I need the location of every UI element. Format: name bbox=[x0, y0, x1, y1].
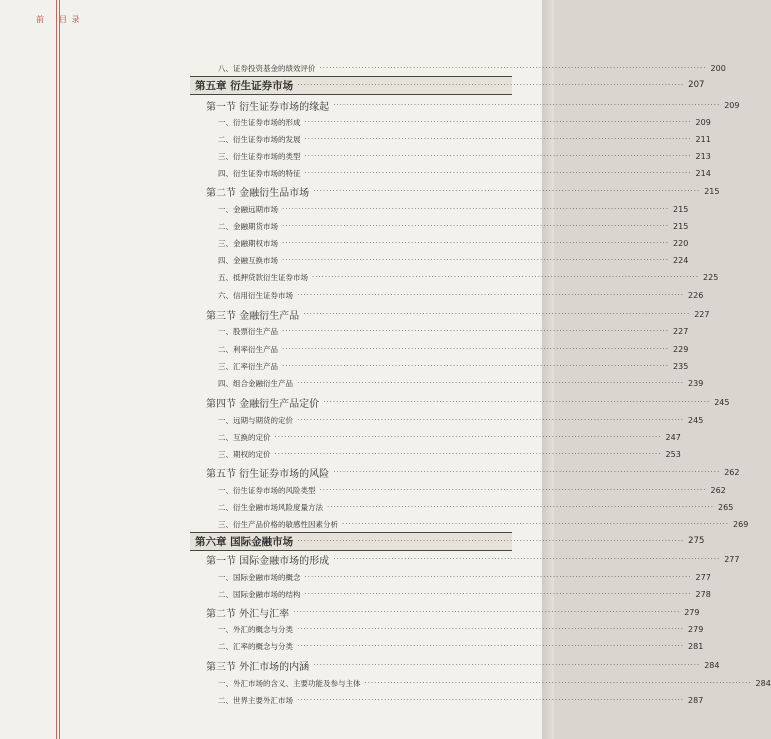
running-header bbox=[36, 14, 81, 28]
toc-entry-page-number: 265 bbox=[718, 502, 734, 512]
toc-entry-title: 二、衍生证券市场的发展 bbox=[218, 134, 301, 144]
toc-leader-dots: ························································································································ bbox=[313, 187, 701, 195]
toc-entry-page-number: 211 bbox=[695, 134, 711, 144]
toc-entry-page-number: 281 bbox=[688, 641, 704, 651]
toc-leader-dots: ························································································································ bbox=[304, 573, 692, 581]
toc-item-entry[interactable] bbox=[0, 114, 711, 130]
toc-entry-page-number: 277 bbox=[724, 554, 740, 564]
toc-entry-page-number: 269 bbox=[733, 519, 749, 529]
toc-entry-page-number: 279 bbox=[684, 607, 700, 617]
toc-entry-page-number: 215 bbox=[673, 221, 689, 231]
toc-entry-title: 一、国际金融市场的概念 bbox=[218, 572, 301, 582]
toc-item-entry[interactable] bbox=[0, 287, 704, 303]
toc-item-entry[interactable] bbox=[0, 235, 689, 251]
toc-entry-page-number: 262 bbox=[710, 485, 726, 495]
toc-item-entry[interactable] bbox=[0, 131, 711, 147]
toc-leader-dots: ························································································································ bbox=[333, 101, 721, 109]
toc-entry-title: 第二节 金融衍生品市场 bbox=[206, 187, 310, 199]
toc-entry-page-number: 247 bbox=[665, 432, 681, 442]
toc-entry-page-number: 209 bbox=[695, 117, 711, 127]
toc-leader-dots: ························································································································ bbox=[342, 520, 730, 528]
toc-entry-title: 三、衍生产品价格的敏感性因素分析 bbox=[218, 519, 338, 529]
toc-entry-title: 二、国际金融市场的结构 bbox=[218, 589, 301, 599]
toc-entry-page-number: 225 bbox=[703, 272, 719, 282]
toc-entry-title: 二、衍生金融市场风险度量方法 bbox=[218, 502, 323, 512]
toc-entry-title: 二、利率衍生产品 bbox=[218, 344, 278, 354]
toc-item-entry[interactable] bbox=[0, 252, 689, 268]
toc-leader-dots: ························································································································ bbox=[282, 362, 670, 370]
toc-entry-page-number: 220 bbox=[673, 238, 689, 248]
toc-entry-page-number: 275 bbox=[688, 536, 705, 546]
toc-entry-title: 第四节 金融衍生产品定价 bbox=[206, 398, 320, 410]
toc-section-entry[interactable] bbox=[0, 464, 740, 480]
toc-section-entry[interactable] bbox=[0, 551, 740, 567]
toc-leader-dots: ························································································································ bbox=[297, 625, 685, 633]
toc-entry-page-number: 278 bbox=[695, 589, 711, 599]
toc-entry-title: 五、抵押贷款衍生证券市场 bbox=[218, 272, 308, 282]
toc-item-entry[interactable] bbox=[0, 358, 689, 374]
toc-entry-title: 二、互换的定价 bbox=[218, 432, 271, 442]
toc-chapter-entry[interactable] bbox=[0, 77, 705, 93]
toc-leader-dots: ························································································································ bbox=[304, 169, 692, 177]
toc-entry-title: 八、证券投资基金的绩效评价 bbox=[218, 63, 316, 73]
toc-item-entry[interactable] bbox=[0, 148, 711, 164]
toc-leader-dots: ························································································································ bbox=[364, 679, 752, 687]
toc-entry-title: 第一节 衍生证券市场的缘起 bbox=[206, 101, 330, 113]
toc-item-entry[interactable] bbox=[0, 692, 704, 708]
toc-item-entry[interactable] bbox=[0, 429, 681, 445]
toc-leader-dots: ························································································································ bbox=[333, 468, 721, 476]
toc-entry-page-number: 213 bbox=[695, 151, 711, 161]
toc-entry-page-number: 200 bbox=[710, 63, 726, 73]
toc-entry-page-number: 226 bbox=[688, 290, 704, 300]
toc-item-entry[interactable] bbox=[0, 621, 704, 637]
toc-entry-title: 二、汇率的概念与分类 bbox=[218, 641, 293, 651]
toc-leader-dots: ························································································································ bbox=[304, 118, 692, 126]
toc-entry-title: 一、外汇的概念与分类 bbox=[218, 624, 293, 634]
toc-entry-title: 一、股票衍生产品 bbox=[218, 326, 278, 336]
toc-entry-page-number: 215 bbox=[673, 204, 689, 214]
toc-leader-dots: ························································································································ bbox=[297, 642, 685, 650]
toc-entry-page-number: 227 bbox=[694, 309, 710, 319]
toc-entry-title: 三、汇率衍生产品 bbox=[218, 361, 278, 371]
toc-entry-title: 六、信用衍生证券市场 bbox=[218, 290, 293, 300]
toc-entry-title: 四、金融互换市场 bbox=[218, 255, 278, 265]
toc-entry-page-number: 245 bbox=[714, 397, 730, 407]
toc-leader-dots: ························································································································ bbox=[297, 291, 685, 299]
toc-entry-page-number: 235 bbox=[673, 361, 689, 371]
toc-entry-title: 第五节 衍生证券市场的风险 bbox=[206, 468, 330, 480]
toc-entry-page-number: 284 bbox=[755, 678, 771, 688]
toc-entry-title: 三、衍生证券市场的类型 bbox=[218, 151, 301, 161]
toc-entry-title: 四、衍生证券市场的特征 bbox=[218, 168, 301, 178]
toc-item-entry[interactable] bbox=[0, 569, 711, 585]
toc-entry-title: 第六章 国际金融市场 bbox=[195, 535, 294, 548]
toc-leader-dots: ························································································································ bbox=[327, 503, 715, 511]
toc-entry-page-number: 215 bbox=[704, 186, 720, 196]
toc-chapter-entry[interactable] bbox=[0, 533, 705, 549]
toc-leader-dots: ························································································································ bbox=[319, 486, 707, 494]
toc-entry-page-number: 287 bbox=[688, 695, 704, 705]
toc-entry-title: 第二节 外汇与汇率 bbox=[206, 608, 290, 620]
toc-entry-title: 二、金融期货市场 bbox=[218, 221, 278, 231]
toc-leader-dots: ························································································································ bbox=[333, 555, 721, 563]
toc-item-entry[interactable] bbox=[0, 482, 726, 498]
toc-entry-page-number: 245 bbox=[688, 415, 704, 425]
toc-leader-dots: ························································································································ bbox=[282, 205, 670, 213]
toc-section-entry[interactable] bbox=[0, 657, 720, 673]
toc-entry-page-number: 207 bbox=[688, 80, 705, 90]
toc-leader-dots: ························································································································ bbox=[297, 537, 685, 545]
toc-entry-title: 第五章 衍生证券市场 bbox=[195, 79, 294, 92]
toc-item-entry[interactable] bbox=[0, 675, 771, 691]
toc-section-entry[interactable] bbox=[0, 306, 710, 322]
toc-leader-dots: ························································································································ bbox=[282, 239, 670, 247]
toc-entry-title: 一、衍生证券市场的形成 bbox=[218, 117, 301, 127]
toc-item-entry[interactable] bbox=[0, 499, 734, 515]
toc-entry-title: 一、金融远期市场 bbox=[218, 204, 278, 214]
toc-item-entry[interactable] bbox=[0, 412, 704, 428]
toc-item-entry[interactable] bbox=[0, 323, 689, 339]
header-right: 目 录 bbox=[59, 15, 81, 24]
toc-entry-title: 第一节 国际金融市场的形成 bbox=[206, 555, 330, 567]
header-left: 前 bbox=[36, 15, 45, 24]
toc-entry-page-number: 229 bbox=[673, 344, 689, 354]
toc-section-entry[interactable] bbox=[0, 97, 740, 113]
toc-leader-dots: ························································································································ bbox=[297, 696, 685, 704]
toc-leader-dots: ························································································································ bbox=[297, 81, 685, 89]
toc-leader-dots: ························································································································ bbox=[282, 327, 670, 335]
toc-leader-dots: ························································································································ bbox=[304, 152, 692, 160]
toc-entry-title: 三、金融期权市场 bbox=[218, 238, 278, 248]
toc-entry-title: 四、组合金融衍生产品 bbox=[218, 378, 293, 388]
toc-leader-dots: ························································································································ bbox=[304, 135, 692, 143]
toc-entry-title: 三、期权的定价 bbox=[218, 449, 271, 459]
toc-entry-page-number: 224 bbox=[673, 255, 689, 265]
toc-entry-page-number: 253 bbox=[665, 449, 681, 459]
toc-leader-dots: ························································································································ bbox=[282, 345, 670, 353]
toc-section-entry[interactable] bbox=[0, 183, 720, 199]
toc-leader-dots: ························································································································ bbox=[304, 590, 692, 598]
toc-item-entry[interactable] bbox=[0, 586, 711, 602]
toc-item-entry[interactable] bbox=[0, 165, 711, 181]
toc-item-entry[interactable] bbox=[0, 638, 704, 654]
toc-item-entry[interactable] bbox=[0, 375, 704, 391]
toc-entry-page-number: 209 bbox=[724, 100, 740, 110]
toc-leader-dots: ························································································································ bbox=[323, 398, 711, 406]
toc-leader-dots: ························································································································ bbox=[274, 450, 662, 458]
toc-entry-title: 一、外汇市场的含义、主要功能及参与主体 bbox=[218, 678, 361, 688]
toc-entry-page-number: 284 bbox=[704, 660, 720, 670]
toc-item-entry[interactable] bbox=[0, 201, 689, 217]
toc-entry-page-number: 262 bbox=[724, 467, 740, 477]
toc-item-entry[interactable] bbox=[0, 516, 749, 532]
toc-section-entry[interactable] bbox=[0, 394, 730, 410]
toc-leader-dots: ························································································································ bbox=[293, 608, 681, 616]
toc-leader-dots: ························································································································ bbox=[313, 661, 701, 669]
toc-entry-title: 二、世界主要外汇市场 bbox=[218, 695, 293, 705]
toc-leader-dots: ························································································································ bbox=[303, 310, 691, 318]
toc-leader-dots: ························································································································ bbox=[319, 64, 707, 72]
toc-item-entry[interactable] bbox=[0, 446, 681, 462]
toc-entry-page-number: 239 bbox=[688, 378, 704, 388]
toc-entry-page-number: 277 bbox=[695, 572, 711, 582]
toc-leader-dots: ························································································································ bbox=[282, 256, 670, 264]
toc-item-entry[interactable] bbox=[0, 269, 719, 285]
chapter-rule-bottom bbox=[190, 94, 512, 95]
toc-entry-page-number: 214 bbox=[695, 168, 711, 178]
toc-item-entry[interactable] bbox=[0, 218, 689, 234]
toc-entry-title: 一、衍生证券市场的风险类型 bbox=[218, 485, 316, 495]
toc-leader-dots: ························································································································ bbox=[297, 379, 685, 387]
toc-leader-dots: ························································································································ bbox=[297, 416, 685, 424]
toc-entry-page-number: 279 bbox=[688, 624, 704, 634]
toc-entry-title: 第三节 外汇市场的内涵 bbox=[206, 661, 310, 673]
toc-entry-page-number: 227 bbox=[673, 326, 689, 336]
toc-item-entry[interactable] bbox=[0, 341, 689, 357]
toc-leader-dots: ························································································································ bbox=[312, 273, 700, 281]
toc-section-entry[interactable] bbox=[0, 604, 700, 620]
toc-entry-title: 一、远期与期货的定价 bbox=[218, 415, 293, 425]
toc-item-entry[interactable] bbox=[0, 60, 726, 76]
toc-leader-dots: ························································································································ bbox=[274, 433, 662, 441]
toc-leader-dots: ························································································································ bbox=[282, 222, 670, 230]
toc-entry-title: 第三节 金融衍生产品 bbox=[206, 310, 300, 322]
